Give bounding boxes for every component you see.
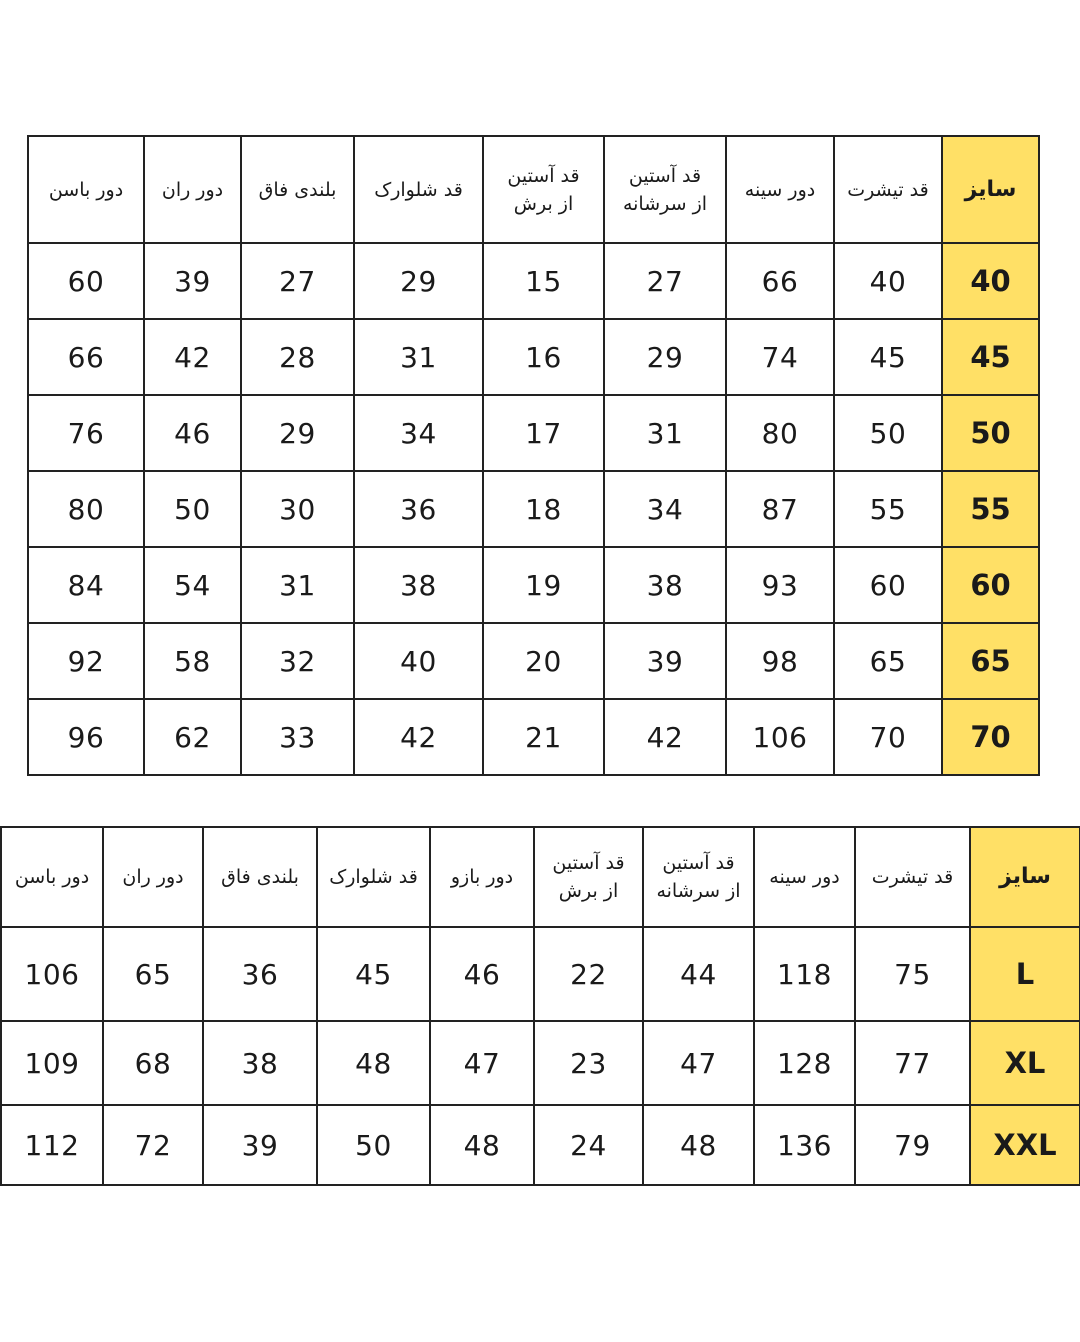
sleeve-shoulder-cell: 31 <box>604 395 726 471</box>
table-row <box>28 471 1039 547</box>
sleeve-cut-cell: 16 <box>483 319 604 395</box>
thigh-cell: 68 <box>103 1021 203 1105</box>
shirt-length-header: قد تیشرت <box>855 827 970 927</box>
shirt-length-header: قد تیشرت <box>834 136 942 243</box>
table-row <box>1 1021 1080 1105</box>
chest-cell: 74 <box>726 319 834 395</box>
thigh-cell: 54 <box>144 547 241 623</box>
chest-cell: 87 <box>726 471 834 547</box>
size-header: سایز <box>970 827 1080 927</box>
hip-cell: 112 <box>1 1105 103 1185</box>
thigh-cell: 42 <box>144 319 241 395</box>
crotch-height-cell: 28 <box>241 319 354 395</box>
hip-cell: 76 <box>28 395 144 471</box>
pants-length-cell: 36 <box>354 471 483 547</box>
sleeve-cut-cell: 19 <box>483 547 604 623</box>
pants-length-cell: 50 <box>317 1105 430 1185</box>
pants-length-cell: 38 <box>354 547 483 623</box>
arm-header: دور بازو <box>430 827 534 927</box>
chest-cell: 136 <box>754 1105 855 1185</box>
sleeve-cut-header: قد آستین از برش <box>483 136 604 243</box>
thigh-cell: 62 <box>144 699 241 775</box>
sleeve-shoulder-cell: 48 <box>643 1105 754 1185</box>
hip-cell: 106 <box>1 927 103 1021</box>
chest-cell: 98 <box>726 623 834 699</box>
sleeve-cut-cell: 15 <box>483 243 604 319</box>
shirt-length-cell: 79 <box>855 1105 970 1185</box>
chest-cell: 128 <box>754 1021 855 1105</box>
crotch-height-cell: 29 <box>241 395 354 471</box>
sleeve-shoulder-header: قد آستین از سرشانه <box>643 827 754 927</box>
sleeve-cut-cell: 23 <box>534 1021 643 1105</box>
pants-length-cell: 34 <box>354 395 483 471</box>
arm-cell: 46 <box>430 927 534 1021</box>
arm-cell: 48 <box>430 1105 534 1185</box>
hip-header: دور باسن <box>28 136 144 243</box>
shirt-length-cell: 50 <box>834 395 942 471</box>
pants-length-cell: 48 <box>317 1021 430 1105</box>
hip-cell: 80 <box>28 471 144 547</box>
adult-header-row <box>1 827 1080 927</box>
pants-length-cell: 29 <box>354 243 483 319</box>
thigh-cell: 58 <box>144 623 241 699</box>
sleeve-shoulder-cell: 29 <box>604 319 726 395</box>
arm-cell: 47 <box>430 1021 534 1105</box>
shirt-length-cell: 77 <box>855 1021 970 1105</box>
sleeve-shoulder-cell: 27 <box>604 243 726 319</box>
chest-header: دور سینه <box>754 827 855 927</box>
sleeve-cut-cell: 18 <box>483 471 604 547</box>
adult-size-table <box>0 826 1080 1186</box>
thigh-header: دور ران <box>103 827 203 927</box>
crotch-height-cell: 38 <box>203 1021 317 1105</box>
sleeve-shoulder-header: قد آستین از سرشانه <box>604 136 726 243</box>
size-header: سایز <box>942 136 1039 243</box>
table-row <box>1 1105 1080 1185</box>
crotch-height-cell: 32 <box>241 623 354 699</box>
sleeve-cut-cell: 20 <box>483 623 604 699</box>
hip-header: دور باسن <box>1 827 103 927</box>
table-row <box>1 927 1080 1021</box>
pants-length-cell: 40 <box>354 623 483 699</box>
thigh-cell: 50 <box>144 471 241 547</box>
hip-cell: 60 <box>28 243 144 319</box>
size-cell: 55 <box>942 471 1039 547</box>
chest-cell: 93 <box>726 547 834 623</box>
sleeve-cut-cell: 21 <box>483 699 604 775</box>
sleeve-shoulder-cell: 34 <box>604 471 726 547</box>
size-cell: XL <box>970 1021 1080 1105</box>
shirt-length-cell: 60 <box>834 547 942 623</box>
thigh-header: دور ران <box>144 136 241 243</box>
shirt-length-cell: 70 <box>834 699 942 775</box>
size-cell: 45 <box>942 319 1039 395</box>
crotch-height-cell: 30 <box>241 471 354 547</box>
hip-cell: 84 <box>28 547 144 623</box>
sleeve-shoulder-cell: 42 <box>604 699 726 775</box>
crotch-height-cell: 39 <box>203 1105 317 1185</box>
crotch-height-cell: 36 <box>203 927 317 1021</box>
thigh-cell: 65 <box>103 927 203 1021</box>
table-row <box>28 547 1039 623</box>
sleeve-shoulder-cell: 38 <box>604 547 726 623</box>
sleeve-shoulder-cell: 44 <box>643 927 754 1021</box>
crotch-height-header: بلندی فاق <box>203 827 317 927</box>
crotch-height-header: بلندی فاق <box>241 136 354 243</box>
size-cell: 65 <box>942 623 1039 699</box>
crotch-height-cell: 33 <box>241 699 354 775</box>
shirt-length-cell: 45 <box>834 319 942 395</box>
size-cell: 60 <box>942 547 1039 623</box>
sleeve-cut-cell: 22 <box>534 927 643 1021</box>
pants-length-cell: 45 <box>317 927 430 1021</box>
thigh-cell: 46 <box>144 395 241 471</box>
kids-size-table <box>27 135 1040 776</box>
kids-table-body <box>28 243 1039 775</box>
thigh-cell: 39 <box>144 243 241 319</box>
size-cell: 70 <box>942 699 1039 775</box>
adult-table-body <box>1 927 1080 1185</box>
table-row <box>28 623 1039 699</box>
table-row <box>28 243 1039 319</box>
pants-length-cell: 31 <box>354 319 483 395</box>
hip-cell: 96 <box>28 699 144 775</box>
shirt-length-cell: 40 <box>834 243 942 319</box>
shirt-length-cell: 55 <box>834 471 942 547</box>
sleeve-cut-header: قد آستین از برش <box>534 827 643 927</box>
kids-header-row <box>28 136 1039 243</box>
pants-length-cell: 42 <box>354 699 483 775</box>
size-cell: XXL <box>970 1105 1080 1185</box>
hip-cell: 109 <box>1 1021 103 1105</box>
pants-length-header: قد شلوارک <box>354 136 483 243</box>
sleeve-shoulder-cell: 47 <box>643 1021 754 1105</box>
hip-cell: 92 <box>28 623 144 699</box>
pants-length-header: قد شلوارک <box>317 827 430 927</box>
table-row <box>28 319 1039 395</box>
sleeve-cut-cell: 24 <box>534 1105 643 1185</box>
crotch-height-cell: 27 <box>241 243 354 319</box>
chest-cell: 106 <box>726 699 834 775</box>
hip-cell: 66 <box>28 319 144 395</box>
table-row <box>28 395 1039 471</box>
chest-cell: 118 <box>754 927 855 1021</box>
chest-cell: 66 <box>726 243 834 319</box>
thigh-cell: 72 <box>103 1105 203 1185</box>
chest-header: دور سینه <box>726 136 834 243</box>
shirt-length-cell: 75 <box>855 927 970 1021</box>
table-row <box>28 699 1039 775</box>
size-cell: 50 <box>942 395 1039 471</box>
sleeve-shoulder-cell: 39 <box>604 623 726 699</box>
size-cell: L <box>970 927 1080 1021</box>
shirt-length-cell: 65 <box>834 623 942 699</box>
crotch-height-cell: 31 <box>241 547 354 623</box>
sleeve-cut-cell: 17 <box>483 395 604 471</box>
chest-cell: 80 <box>726 395 834 471</box>
size-cell: 40 <box>942 243 1039 319</box>
